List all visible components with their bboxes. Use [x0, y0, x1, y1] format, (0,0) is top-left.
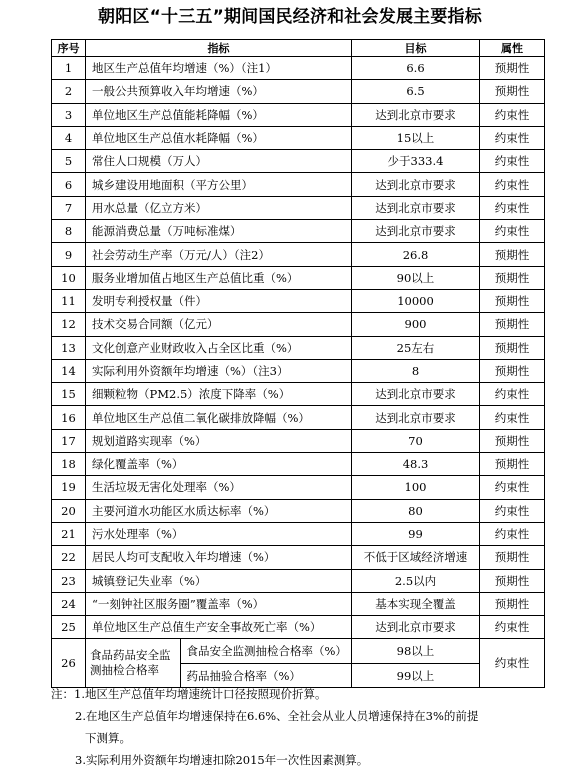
row-target: 26.8: [352, 243, 480, 266]
row-no: 21: [52, 522, 86, 545]
row-indicator: “一刻钟社区服务圈”覆盖率（%）: [86, 592, 352, 615]
table-row: [52, 266, 545, 289]
row-no: 25: [52, 616, 86, 639]
row-indicator: 地区生产总值年均增速（%）（注1）: [86, 57, 352, 80]
sub-indicator-1: 食品安全监测抽检合格率（%）: [180, 639, 351, 663]
table-row: [52, 336, 545, 359]
row-target: 48.3: [352, 453, 480, 476]
row-attribute: 预期性: [480, 57, 545, 80]
note-2-cont: 下测算。: [85, 731, 131, 745]
page-title: 朝阳区“十三五”期间国民经济和社会发展主要指标: [98, 7, 482, 27]
row-target: 100: [352, 476, 480, 499]
group-label: 食品药品安全监测抽检合格率: [86, 639, 180, 687]
row-no: 10: [52, 266, 86, 289]
table-row: [52, 313, 545, 336]
row-attribute: 预期性: [480, 429, 545, 452]
table-row: [52, 196, 545, 219]
row-indicator: 生活垃圾无害化处理率（%）: [86, 476, 352, 499]
table-row: [52, 499, 545, 522]
row-indicator: 实际利用外资额年均增速（%）（注3）: [86, 359, 352, 382]
row-no: 14: [52, 359, 86, 382]
table-row: [52, 453, 545, 476]
row-indicator: 规划道路实现率（%）: [86, 429, 352, 452]
row-indicator: 用水总量（亿立方米）: [86, 196, 352, 219]
row-no: 15: [52, 383, 86, 406]
row-indicator: 污水处理率（%）: [86, 522, 352, 545]
table-row: [52, 476, 545, 499]
row-attribute: 约束性: [480, 126, 545, 149]
row-target: 不低于区域经济增速: [352, 546, 480, 569]
row-target: 8: [352, 359, 480, 382]
row-attribute: 预期性: [480, 336, 545, 359]
row-target: 6.6: [352, 57, 480, 80]
row-target: 达到北京市要求: [352, 220, 480, 243]
row-attribute: 预期性: [480, 243, 545, 266]
row-target: 达到北京市要求: [352, 103, 480, 126]
row-no: 12: [52, 313, 86, 336]
row-target: 70: [352, 429, 480, 452]
row-no: 1: [52, 57, 86, 80]
table-header-row: [52, 40, 545, 57]
table-row: [52, 546, 545, 569]
row-attribute: 预期性: [480, 592, 545, 615]
note-2: 2.在地区生产总值年均增速保持在6.6%、全社会从业人员增速保持在3%的前提: [75, 709, 479, 723]
row-attribute: 约束性: [480, 150, 545, 173]
group-indicator-cell: [86, 639, 352, 688]
row-attribute: 约束性: [480, 616, 545, 639]
header-no: 序号: [52, 40, 86, 57]
header-indicator: 指标: [86, 40, 352, 57]
row-target: 900: [352, 313, 480, 336]
table-row: [52, 150, 545, 173]
row-no: 22: [52, 546, 86, 569]
table-row: [52, 429, 545, 452]
note-3: 3.实际利用外资额年均增速扣除2015年一次性因素测算。: [75, 753, 369, 767]
row-indicator: 城镇登记失业率（%）: [86, 569, 352, 592]
row-indicator: 发明专利授权量（件）: [86, 289, 352, 312]
row-attribute: 约束性: [480, 476, 545, 499]
table-row: [52, 80, 545, 103]
header-target: 目标: [352, 40, 480, 57]
row-no: 23: [52, 569, 86, 592]
row-attribute: 预期性: [480, 546, 545, 569]
row-no: 20: [52, 499, 86, 522]
table-row: [52, 406, 545, 429]
table-row-group: [52, 639, 545, 664]
row-attribute: 预期性: [480, 569, 545, 592]
table-body: [52, 57, 545, 688]
row-no: 9: [52, 243, 86, 266]
row-target: 99: [352, 522, 480, 545]
row-indicator: 单位地区生产总值生产安全事故死亡率（%）: [86, 616, 352, 639]
row-no: 16: [52, 406, 86, 429]
row-indicator: 技术交易合同额（亿元）: [86, 313, 352, 336]
row-attribute: 预期性: [480, 453, 545, 476]
row-target: 25左右: [352, 336, 480, 359]
sub-target-2: 99以上: [352, 663, 480, 688]
row-attribute: 预期性: [480, 80, 545, 103]
row-indicator: 城乡建设用地面积（平方公里）: [86, 173, 352, 196]
row-no: 24: [52, 592, 86, 615]
row-target: 达到北京市要求: [352, 196, 480, 219]
row-indicator: 服务业增加值占地区生产总值比重（%）: [86, 266, 352, 289]
row-indicator: 文化创意产业财政收入占全区比重（%）: [86, 336, 352, 359]
row-attribute: 约束性: [480, 499, 545, 522]
row-attribute: 约束性: [480, 406, 545, 429]
table-row: [52, 359, 545, 382]
row-target: 基本实现全覆盖: [352, 592, 480, 615]
table-row: [52, 592, 545, 615]
group-inner-table: [86, 639, 351, 687]
row-indicator: 单位地区生产总值二氧化碳排放降幅（%）: [86, 406, 352, 429]
table-row: [52, 289, 545, 312]
table-row: [52, 103, 545, 126]
row-attribute: 约束性: [480, 522, 545, 545]
row-indicator: 一般公共预算收入年均增速（%）: [86, 80, 352, 103]
header-attribute: 属性: [480, 40, 545, 57]
table-row: [52, 243, 545, 266]
row-attribute: 约束性: [480, 103, 545, 126]
group-inner-row: [86, 639, 351, 663]
row-no: 19: [52, 476, 86, 499]
row-target: 6.5: [352, 80, 480, 103]
row-no: 13: [52, 336, 86, 359]
row-target: 达到北京市要求: [352, 616, 480, 639]
row-no: 8: [52, 220, 86, 243]
row-target: 90以上: [352, 266, 480, 289]
row-indicator: 绿化覆盖率（%）: [86, 453, 352, 476]
table-row: [52, 220, 545, 243]
row-target: 2.5以内: [352, 569, 480, 592]
row-indicator: 细颗粒物（PM2.5）浓度下降率（%）: [86, 383, 352, 406]
row-indicator: 单位地区生产总值水耗降幅（%）: [86, 126, 352, 149]
row-no: 3: [52, 103, 86, 126]
sub-target-1: 98以上: [352, 639, 480, 664]
table-row: [52, 569, 545, 592]
row-target: 80: [352, 499, 480, 522]
row-no: 6: [52, 173, 86, 196]
indicators-table: [51, 39, 545, 688]
row-attribute: 约束性: [480, 173, 545, 196]
notes: [51, 683, 551, 771]
row-indicator: 常住人口规模（万人）: [86, 150, 352, 173]
table-row: [52, 173, 545, 196]
row-indicator: 主要河道水功能区水质达标率（%）: [86, 499, 352, 522]
note-prefix: 注：: [51, 687, 74, 701]
sub-indicator-2: 药品抽验合格率（%）: [186, 668, 301, 683]
row-attribute: 预期性: [480, 313, 545, 336]
row-target: 达到北京市要求: [352, 406, 480, 429]
table-row: [52, 383, 545, 406]
note-1-text: 1.地区生产总值年均增速统计口径按照现价折算。: [74, 687, 327, 701]
table-row: [52, 57, 545, 80]
row-attribute: 预期性: [480, 289, 545, 312]
row-target: 达到北京市要求: [352, 383, 480, 406]
note-1: [51, 683, 551, 705]
row-target: 10000: [352, 289, 480, 312]
row-target: 15以上: [352, 126, 480, 149]
row-no: 5: [52, 150, 86, 173]
row-attribute: 约束性: [480, 220, 545, 243]
table-row: [52, 126, 545, 149]
row-attribute: 约束性: [480, 639, 545, 688]
row-attribute: 约束性: [480, 383, 545, 406]
row-no: 2: [52, 80, 86, 103]
row-no: 26: [52, 639, 86, 688]
row-indicator: 社会劳动生产率（万元/人）（注2）: [86, 243, 352, 266]
row-no: 7: [52, 196, 86, 219]
row-no: 17: [52, 429, 86, 452]
row-indicator: 能源消费总量（万吨标准煤）: [86, 220, 352, 243]
row-attribute: 预期性: [480, 359, 545, 382]
table-row: [52, 616, 545, 639]
table-row: [52, 522, 545, 545]
row-no: 11: [52, 289, 86, 312]
row-indicator: 单位地区生产总值能耗降幅（%）: [86, 103, 352, 126]
row-indicator: 居民人均可支配收入年均增速（%）: [86, 546, 352, 569]
row-target: 少于333.4: [352, 150, 480, 173]
row-target: 达到北京市要求: [352, 173, 480, 196]
row-attribute: 预期性: [480, 266, 545, 289]
row-attribute: 约束性: [480, 196, 545, 219]
row-no: 4: [52, 126, 86, 149]
row-no: 18: [52, 453, 86, 476]
